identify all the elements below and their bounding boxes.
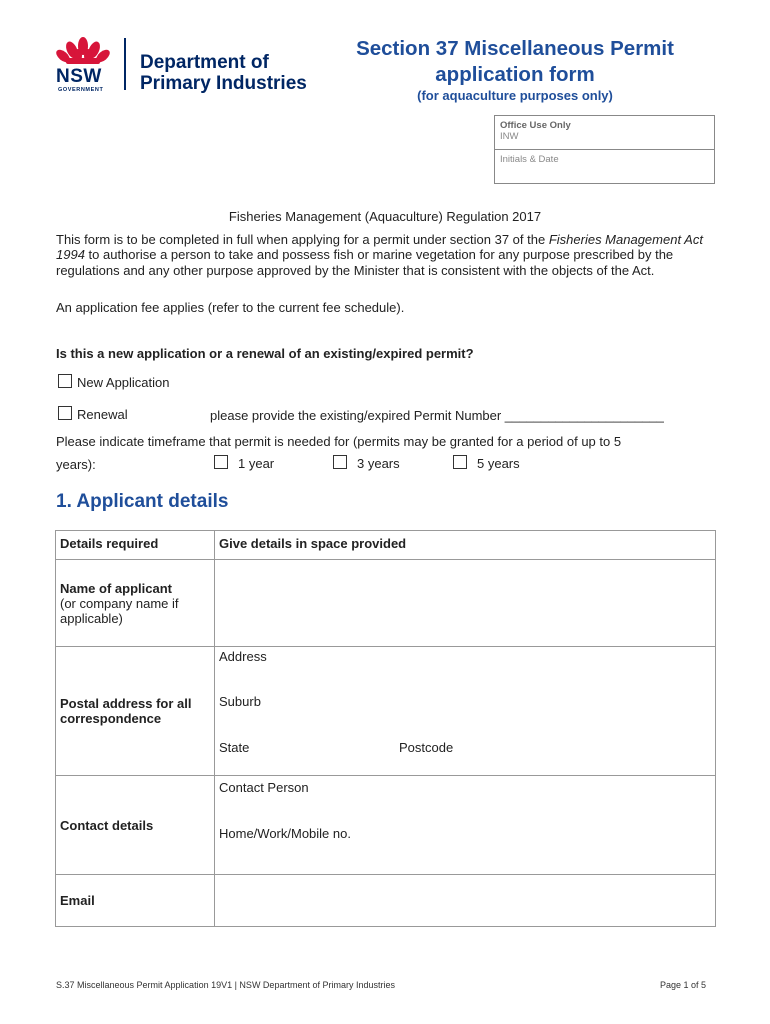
contact-details-cell[interactable] <box>215 776 716 875</box>
email-label: Email <box>56 875 215 927</box>
fee-notice: An application fee applies (refer to the current fee schedule). <box>56 300 405 315</box>
logo-nsw-text: NSW <box>56 66 102 87</box>
address-field-label: Address <box>219 649 267 664</box>
timeframe-1-year-checkbox[interactable] <box>214 455 228 469</box>
timeframe-3-years-checkbox[interactable] <box>333 455 347 469</box>
form-subtitle: (for aquaculture purposes only) <box>417 88 613 103</box>
initials-date-label: Initials & Date <box>500 154 559 165</box>
intro-paragraph <box>56 232 716 278</box>
name-label-cell <box>56 560 215 647</box>
act-name: Fisheries Management Act 1994 <box>56 232 703 263</box>
renewal-label: Renewal <box>77 407 128 422</box>
timeframe-5-years-label: 5 years <box>477 456 520 471</box>
timeframe-3-years-option[interactable] <box>333 455 400 471</box>
office-use-heading: Office Use Only <box>500 120 571 131</box>
form-title-line1: Section 37 Miscellaneous Permit <box>356 37 674 60</box>
permit-number-field[interactable]: please provide the existing/expired Permit Number ______________________ <box>210 408 664 423</box>
timeframe-years-label: years): <box>56 457 96 472</box>
intro-text-post: to authorise a person to take and possess fish or marine vegetation for any purpose prescribed by the regulations and any other purpose approved by the Minister that is consistent with the objects of the Act. <box>56 247 674 278</box>
postal-address-cell[interactable] <box>215 647 716 776</box>
phone-label: Home/Work/Mobile no. <box>219 826 351 841</box>
state-field-label: State <box>219 740 250 755</box>
col-header-give-details: Give details in space provided <box>215 531 716 560</box>
col-header-details-required: Details required <box>56 531 215 560</box>
form-title-line2: application form <box>435 63 595 86</box>
timeframe-1-year-label: 1 year <box>238 456 275 471</box>
suburb-field-label: Suburb <box>219 694 261 709</box>
contact-details-label: Contact details <box>56 776 215 875</box>
table-row-email <box>56 875 716 927</box>
timeframe-5-years-option[interactable] <box>453 455 520 471</box>
new-application-option[interactable] <box>58 374 170 390</box>
renewal-checkbox[interactable] <box>58 406 72 420</box>
table-header-row <box>56 531 716 560</box>
table-row-contact <box>56 776 716 875</box>
section-heading-applicant: 1. Applicant details <box>56 491 229 512</box>
timeframe-1-year-option[interactable] <box>214 455 274 471</box>
contact-person-label: Contact Person <box>219 780 309 795</box>
logo-divider <box>124 38 126 90</box>
intro-text-pre: This form is to be completed in full when applying for a permit under section 37 of the <box>56 232 549 247</box>
nsw-dpi-logo <box>52 36 322 96</box>
renewal-option[interactable] <box>58 406 128 422</box>
new-application-label: New Application <box>77 375 170 390</box>
name-of-applicant-label: Name of applicant <box>60 580 172 596</box>
table-row-name <box>56 560 716 647</box>
name-of-applicant-sublabel: (or company name if applicable) <box>60 595 179 626</box>
dept-name-line1: Department of <box>140 52 269 73</box>
initials-date-row[interactable] <box>495 150 714 169</box>
postal-address-label: Postal address for all correspondence <box>56 647 215 776</box>
form-title <box>330 36 700 88</box>
footer-page-number: Page 1 of 5 <box>660 980 707 990</box>
timeframe-5-years-checkbox[interactable] <box>453 455 467 469</box>
office-use-box <box>494 115 715 184</box>
name-of-applicant-field[interactable] <box>215 560 716 647</box>
postcode-field-label: Postcode <box>399 740 454 755</box>
logo-government-text: GOVERNMENT <box>58 87 104 93</box>
office-use-row <box>495 116 714 150</box>
table-row-postal <box>56 647 716 776</box>
dept-name-line2: Primary Industries <box>140 73 307 94</box>
office-use-inw: INW <box>500 131 519 142</box>
applicant-details-table <box>55 530 716 927</box>
application-type-question: Is this a new application or a renewal of an existing/expired permit? <box>56 346 474 361</box>
timeframe-text: Please indicate timeframe that permit is needed for (permits may be granted for a period of up to 5 <box>56 434 622 449</box>
timeframe-3-years-label: 3 years <box>357 456 400 471</box>
new-application-checkbox[interactable] <box>58 374 72 388</box>
footer-document-id: S.37 Miscellaneous Permit Application 19V1 | NSW Department of Primary Industries <box>56 980 395 990</box>
email-field[interactable] <box>215 875 716 927</box>
regulation-line: Fisheries Management (Aquaculture) Regulation 2017 <box>228 209 542 224</box>
